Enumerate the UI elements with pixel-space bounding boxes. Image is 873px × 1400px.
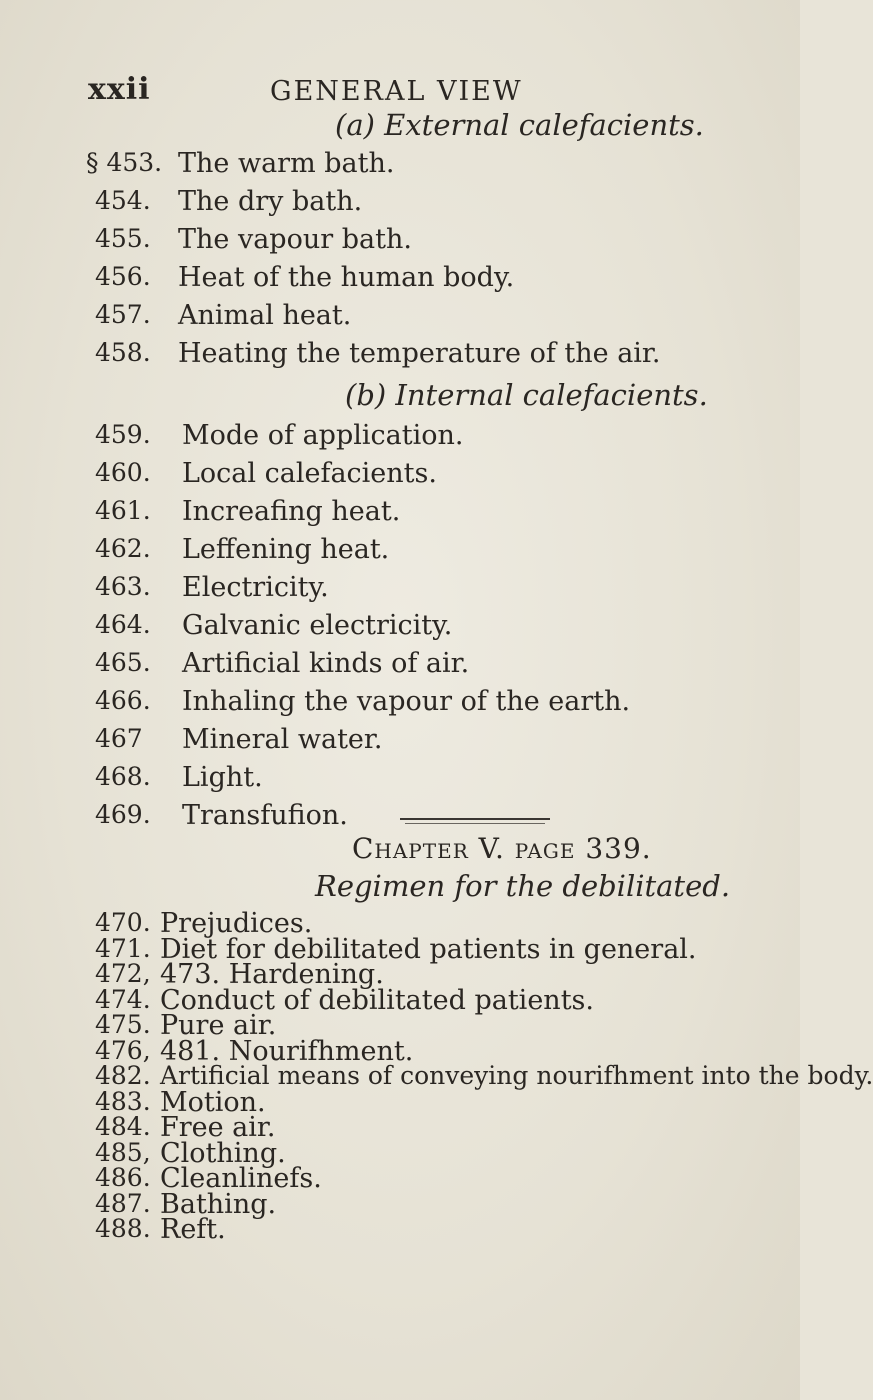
entry-text: The warm bath. xyxy=(178,148,395,179)
entry-number: 469. xyxy=(95,800,151,829)
entry-text: Cleanlinefs. xyxy=(160,1163,322,1194)
entry-text: Diet for debilitated patients in general. xyxy=(160,933,697,965)
entry-text: Motion. xyxy=(160,1086,266,1118)
entry-number: 455. xyxy=(95,224,151,253)
entry-text: Local calefacients. xyxy=(182,458,437,489)
list-item xyxy=(0,224,800,264)
entry-text: Free air. xyxy=(160,1112,276,1143)
list-item xyxy=(0,338,800,378)
chapter-title: Chapter V. page 339. xyxy=(352,832,652,865)
entry-text: Bathing. xyxy=(160,1188,277,1220)
entry-text: 481. Nourifhment. xyxy=(160,1035,414,1067)
entry-number: 456. xyxy=(95,262,151,291)
entry-text: Increafing heat. xyxy=(182,496,401,527)
entry-number: 484. xyxy=(95,1112,151,1141)
entry-text: Electricity. xyxy=(182,572,329,603)
list-item xyxy=(0,648,800,688)
page-header xyxy=(0,72,800,108)
entry-text: Conduct of debilitated patients. xyxy=(160,984,594,1016)
entry-number: 457. xyxy=(95,300,151,329)
section-heading-external: (a) External calefacients. xyxy=(335,108,704,142)
entry-number: 458. xyxy=(95,338,151,367)
entry-number: 485, xyxy=(95,1137,151,1167)
entry-text: Inhaling the vapour of the earth. xyxy=(182,686,631,717)
list-item xyxy=(0,300,800,340)
entry-number: 459. xyxy=(95,420,151,449)
entry-text: Mineral water. xyxy=(182,724,383,755)
entry-number: § 453. xyxy=(86,148,163,177)
entry-text: Animal heat. xyxy=(178,300,352,331)
entry-text: Heating the temperature of the air. xyxy=(178,338,661,369)
entry-number: 463. xyxy=(95,572,151,601)
list-item xyxy=(0,420,800,460)
entry-number: 462. xyxy=(95,534,151,563)
list-item xyxy=(0,686,800,726)
list-item xyxy=(0,572,800,612)
list-item xyxy=(0,148,800,188)
entry-number: 488. xyxy=(95,1214,151,1243)
entry-text: Clothing. xyxy=(160,1137,286,1169)
entry-number: 461. xyxy=(95,496,151,525)
list-item xyxy=(0,496,800,536)
list-item xyxy=(0,458,800,498)
section-heading-internal: (b) Internal calefacients. xyxy=(345,378,708,412)
entry-number: 472, xyxy=(95,959,151,988)
section-divider xyxy=(400,818,550,820)
entry-text: Mode of application. xyxy=(182,420,464,451)
list-item xyxy=(0,762,800,802)
entry-text: Galvanic electricity. xyxy=(182,610,453,641)
entry-text: Pure air. xyxy=(160,1010,277,1041)
entry-number: 470. xyxy=(95,908,151,937)
entry-text: Leffening heat. xyxy=(182,534,390,565)
entry-number: 483. xyxy=(95,1086,151,1116)
list-item xyxy=(0,262,800,302)
entry-number: 471. xyxy=(95,933,151,963)
entry-number: 468. xyxy=(95,762,151,791)
chapter-subtitle: Regimen for the debilitated. xyxy=(315,869,731,903)
entry-number: 486. xyxy=(95,1163,151,1192)
entry-number: 467 xyxy=(95,724,143,753)
page-number: xxii xyxy=(88,72,151,107)
entry-number: 464. xyxy=(95,610,151,639)
entry-number: 475. xyxy=(95,1010,151,1039)
entry-text: Prejudices. xyxy=(160,908,313,939)
entry-text: Light. xyxy=(182,762,263,793)
entry-text: The vapour bath. xyxy=(178,224,412,255)
entry-number: 482. xyxy=(95,1061,151,1090)
list-item xyxy=(0,186,800,226)
entry-text: Reft. xyxy=(160,1214,226,1245)
list-item xyxy=(0,610,800,650)
entry-text: The dry bath. xyxy=(178,186,363,217)
entry-number: 454. xyxy=(95,186,151,215)
list-item xyxy=(0,1214,800,1254)
section-divider-thin xyxy=(405,823,545,824)
entry-text: Artificial means of conveying nourifhment into the body. xyxy=(160,1061,873,1090)
running-head: GENERAL VIEW xyxy=(270,76,523,107)
entry-number: 466. xyxy=(95,686,151,715)
entry-number: 487. xyxy=(95,1188,151,1218)
list-item xyxy=(0,534,800,574)
entry-text: 473. Hardening. xyxy=(160,959,384,990)
entry-number: 465. xyxy=(95,648,151,677)
list-item xyxy=(0,724,800,764)
entry-number: 476, xyxy=(95,1035,151,1065)
entry-text: Artificial kinds of air. xyxy=(182,648,470,679)
entry-number: 460. xyxy=(95,458,151,487)
entry-number: 474. xyxy=(95,984,151,1014)
entry-text: Transfufion. xyxy=(182,800,348,831)
entry-text: Heat of the human body. xyxy=(178,262,515,293)
